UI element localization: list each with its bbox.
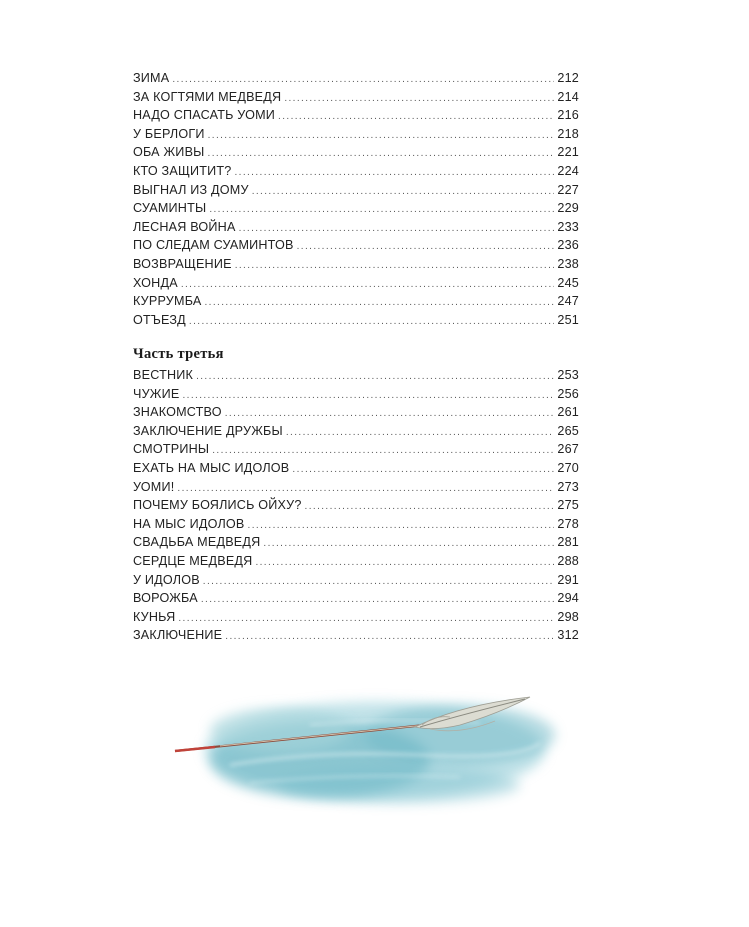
toc-entry-title: ВОРОЖБА: [133, 591, 198, 606]
water-wash: [205, 702, 555, 803]
toc-entry-page: 214: [557, 89, 579, 104]
toc-entry: [133, 554, 579, 573]
toc-dot-leader: [234, 167, 554, 178]
toc-entry-page: 278: [557, 516, 579, 531]
toc-entry-title: СВАДЬБА МЕДВЕДЯ: [133, 535, 261, 550]
toc-entry-title: СМОТРИНЫ: [133, 442, 210, 457]
toc-entry-title: ВЕСТНИК: [133, 368, 194, 382]
toc-entry: [133, 480, 579, 499]
toc-entry: [133, 90, 579, 109]
toc-entry-page: 256: [557, 386, 579, 401]
toc-entry-title: КУРРУМБА: [133, 294, 202, 309]
toc-dot-leader: [235, 260, 555, 271]
toc-entry: [133, 405, 579, 424]
toc-entry-page: 247: [557, 294, 579, 309]
toc-entry: [133, 145, 579, 164]
toc-dot-leader: [201, 594, 555, 605]
toc-entry: [133, 294, 579, 313]
toc-entry-title: УОМИ!: [133, 479, 175, 494]
toc-entry-title: ОБА ЖИВЫ: [133, 145, 205, 160]
toc-entry-page: 216: [557, 108, 579, 123]
toc-entry: [133, 442, 579, 461]
toc-entry-page: 312: [557, 628, 579, 643]
toc-entry-title: ЗАКЛЮЧЕНИЕ ДРУЖБЫ: [133, 423, 283, 438]
toc-entry-title: ЗА КОГТЯМИ МЕДВЕДЯ: [133, 89, 282, 104]
toc-entry-page: 275: [557, 498, 579, 513]
toc-entry-title: ЧУЖИЕ: [133, 386, 180, 401]
toc-dot-leader: [203, 576, 555, 587]
part-three-heading: Часть третья: [133, 346, 224, 362]
toc-entry: [133, 201, 579, 220]
toc-dot-leader: [181, 279, 555, 290]
toc-dot-leader: [208, 130, 555, 141]
toc-entry: [133, 610, 579, 629]
toc-entry: [133, 517, 579, 536]
toc-dot-leader: [204, 297, 554, 308]
toc-entry-title: ХОНДА: [133, 275, 178, 290]
toc-dot-leader: [208, 148, 555, 159]
toc-entry-title: СЕРДЦЕ МЕДВЕДЯ: [133, 553, 253, 568]
toc-dot-leader: [286, 427, 555, 438]
quill-in-water-illustration: [160, 655, 580, 855]
toc-entry: [133, 424, 579, 443]
toc-dot-leader: [177, 483, 554, 494]
toc-dot-leader: [196, 371, 554, 382]
toc-dot-leader: [305, 501, 555, 512]
toc-entry-page: 251: [557, 312, 579, 327]
toc-dot-leader: [225, 408, 555, 419]
toc-entry-page: 227: [557, 182, 579, 197]
toc-entry-title: У ИДОЛОВ: [133, 572, 200, 587]
toc-dot-leader: [209, 204, 554, 215]
toc-entry-page: 288: [557, 553, 579, 568]
toc-entry: [133, 368, 579, 387]
toc-entry: [133, 127, 579, 146]
toc-entry-page: 245: [557, 275, 579, 290]
toc-entry-title: ПОЧЕМУ БОЯЛИСЬ ОЙХУ?: [133, 498, 302, 513]
toc-entry-title: ЗНАКОМСТВО: [133, 405, 222, 420]
toc-entry-title: СУАМИНТЫ: [133, 201, 207, 216]
toc-entry: [133, 628, 579, 647]
toc-dot-leader: [172, 74, 554, 85]
toc-entry: [133, 573, 579, 592]
toc-entry-page: 253: [557, 368, 579, 382]
toc-entry-page: 265: [557, 423, 579, 438]
toc-entry: [133, 313, 579, 332]
toc-dot-leader: [178, 613, 554, 624]
toc-entry: [133, 591, 579, 610]
toc-entry-title: ВОЗВРАЩЕНИЕ: [133, 256, 232, 271]
toc-entry-page: 294: [557, 591, 579, 606]
toc-entry-page: 261: [557, 405, 579, 420]
toc-entry-title: НА МЫС ИДОЛОВ: [133, 516, 245, 531]
toc-dot-leader: [189, 316, 554, 327]
toc-entry: [133, 164, 579, 183]
toc-entry-page: 224: [557, 163, 579, 178]
toc-dot-leader: [284, 93, 554, 104]
toc-entry-title: ЗАКЛЮЧЕНИЕ: [133, 628, 223, 643]
toc-entry-title: НАДО СПАСАТЬ УОМИ: [133, 108, 276, 123]
toc-dot-leader: [263, 538, 554, 549]
toc-entry-title: ЗИМА: [133, 71, 170, 85]
toc-entry-page: 236: [557, 238, 579, 253]
toc-dot-leader: [182, 390, 554, 401]
toc-entry-page: 298: [557, 609, 579, 624]
toc-entry-page: 291: [557, 572, 579, 587]
toc-dot-leader: [252, 186, 555, 197]
toc-dot-leader: [212, 445, 554, 456]
toc-dot-leader: [239, 223, 555, 234]
toc-entry-title: ПО СЛЕДАМ СУАМИНТОВ: [133, 238, 294, 253]
toc-entry: [133, 71, 579, 90]
toc-entry: [133, 498, 579, 517]
toc-entry-page: 238: [557, 256, 579, 271]
toc-entry-page: 233: [557, 219, 579, 234]
toc-entry: [133, 238, 579, 257]
toc-dot-leader: [297, 241, 555, 252]
toc-entry-title: КУНЬЯ: [133, 609, 176, 624]
toc-entry-title: КТО ЗАЩИТИТ?: [133, 163, 232, 178]
toc-entry: [133, 387, 579, 406]
toc-part-two: [133, 71, 579, 331]
toc-entry-page: 221: [557, 145, 579, 160]
toc-entry-page: 273: [557, 479, 579, 494]
toc-entry-page: 281: [557, 535, 579, 550]
toc-entry-title: ВЫГНАЛ ИЗ ДОМУ: [133, 182, 249, 197]
toc-entry: [133, 183, 579, 202]
toc-dot-leader: [255, 557, 554, 568]
toc-dot-leader: [292, 464, 554, 475]
toc-entry-title: У БЕРЛОГИ: [133, 126, 205, 141]
toc-entry: [133, 535, 579, 554]
toc-entry: [133, 108, 579, 127]
toc-entry: [133, 461, 579, 480]
toc-entry-page: 212: [557, 71, 579, 85]
toc-part-three: [133, 368, 579, 647]
toc-entry: [133, 257, 579, 276]
toc-entry-page: 270: [557, 460, 579, 475]
toc-entry-page: 229: [557, 201, 579, 216]
toc-dot-leader: [225, 631, 554, 642]
toc-entry: [133, 220, 579, 239]
toc-entry-page: 267: [557, 442, 579, 457]
toc-entry: [133, 276, 579, 295]
toc-dot-leader: [278, 111, 554, 122]
toc-entry-title: ОТЪЕЗД: [133, 312, 186, 327]
toc-dot-leader: [248, 520, 555, 531]
toc-entry-page: 218: [557, 126, 579, 141]
toc-entry-title: ЛЕСНАЯ ВОЙНА: [133, 219, 236, 234]
toc-entry-title: ЕХАТЬ НА МЫС ИДОЛОВ: [133, 460, 290, 475]
